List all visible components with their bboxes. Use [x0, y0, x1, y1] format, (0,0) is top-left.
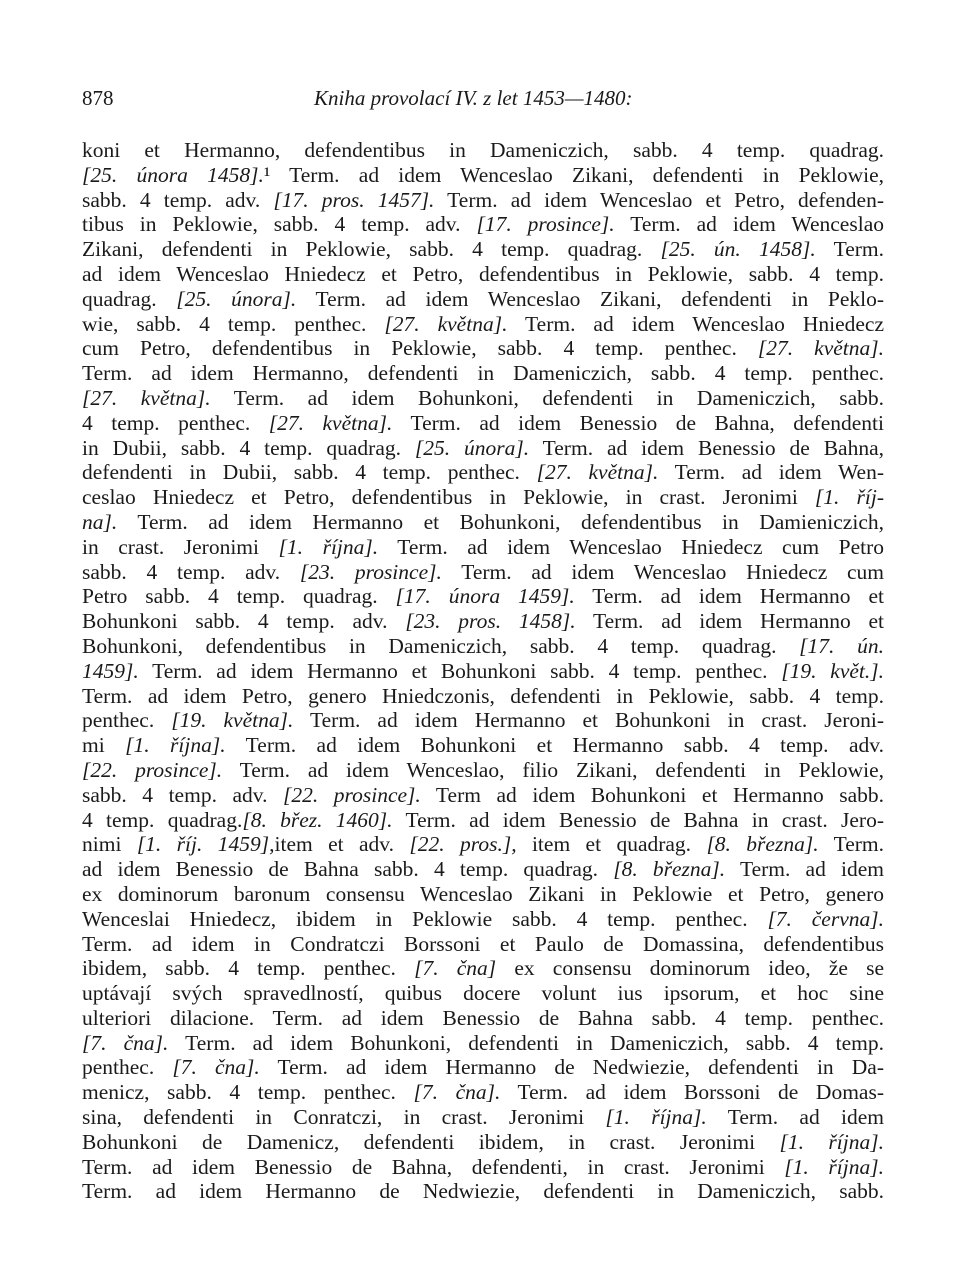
text-segment: Term. ad idem Wenceslao, filio Zikani, defendenti in Peklowie,: [222, 757, 884, 782]
date-annotation: [8. břez. 1460].: [242, 807, 393, 832]
date-annotation: [1. října].: [784, 1154, 884, 1179]
text-line: [82, 138, 884, 163]
text-line: [82, 1055, 884, 1080]
text-line: [82, 634, 884, 659]
text-segment: ibidem, sabb. 4 temp. penthec.: [82, 956, 415, 981]
date-annotation: [19. květ.].: [781, 658, 884, 683]
date-annotation: [19. května].: [171, 708, 294, 733]
text-segment: Term. ad idem Hermanno et Bohunkoni, defendentibus in Damieniczich,: [117, 509, 884, 534]
text-segment: Wenceslai Hniedecz, ibidem in Peklowie sabb. 4 temp. penthec.: [82, 906, 768, 931]
text-segment: Term. ad idem Bohunkoni, defendenti in Dameniczich, sabb.: [210, 385, 884, 410]
date-annotation: [25. února 1458].: [82, 162, 264, 187]
text-segment: Petro sabb. 4 temp. quadrag.: [82, 584, 396, 609]
text-segment: 4 temp. quadrag.: [82, 807, 243, 832]
text-segment: Term. ad idem Hermanno et Bohunkoni sabb. 4 temp. penthec.: [138, 658, 782, 683]
text-segment: Term. ad idem Hermanno et: [575, 609, 885, 634]
text-line: [82, 312, 884, 337]
date-annotation: [27. května].: [536, 460, 659, 485]
text-line: [82, 411, 884, 436]
text-segment: ex consensu dominorum ideo, že se: [496, 956, 885, 981]
text-line: [82, 832, 884, 857]
text-segment: Term.: [815, 237, 884, 262]
date-annotation: [1. října].: [278, 534, 379, 559]
text-segment: quadrag.: [82, 286, 177, 311]
date-annotation: [8. března].: [613, 857, 726, 882]
text-segment: mi: [82, 733, 126, 758]
date-annotation: [27. května].: [268, 410, 393, 435]
text-line: [82, 609, 884, 634]
text-line: [82, 1179, 884, 1204]
date-annotation: [22. prosince].: [283, 782, 421, 807]
text-segment: Term. ad idem Benessio de Bahna,: [529, 435, 884, 460]
text-line: [82, 733, 884, 758]
text-segment: item et adv.: [274, 832, 410, 857]
date-annotation: [7. čna].: [413, 1080, 501, 1105]
date-annotation: [25. ún. 1458].: [660, 237, 816, 262]
text-line: [82, 584, 884, 609]
text-segment: menicz, sabb. 4 temp. penthec.: [82, 1080, 414, 1105]
text-segment: ad idem Wenceslao Hniedecz et Petro, defendentibus in Peklowie, sabb. 4 temp.: [82, 261, 884, 286]
text-line: [82, 1130, 884, 1155]
text-line: [82, 758, 884, 783]
text-segment: Term. ad idem Wenceslao: [614, 212, 884, 237]
text-segment: Term. ad idem Petro, genero Hniedczonis, defendenti in Peklowie, sabb. 4 temp.: [82, 683, 884, 708]
text-line: [82, 386, 884, 411]
date-annotation: na].: [82, 509, 118, 534]
date-annotation: [1. října].: [125, 733, 226, 758]
text-segment: Term. ad idem Hermanno de Nedwiezie, defendenti in Da-: [259, 1055, 885, 1080]
text-line: [82, 808, 884, 833]
text-line: [82, 361, 884, 386]
date-annotation: [23. pros. 1458].: [405, 609, 576, 634]
text-segment: penthec.: [82, 1055, 173, 1080]
text-line: [82, 1006, 884, 1031]
text-segment: Term. ad idem: [706, 1105, 884, 1130]
text-segment: Term. ad idem Hermanno et: [574, 584, 884, 609]
text-segment: defendenti in Dubii, sabb. 4 temp. penthec.: [82, 460, 537, 485]
date-annotation: [17. pros. 1457].: [273, 187, 435, 212]
date-annotation: [27. května].: [757, 336, 884, 361]
running-title: Kniha provolací IV. z let 1453—1480:: [314, 86, 633, 110]
date-annotation: [22. pros.],: [409, 832, 517, 857]
text-segment: item et quadrag.: [516, 832, 707, 857]
body-text: [82, 138, 884, 1204]
text-segment: sabb. 4 temp. adv.: [82, 187, 274, 212]
text-segment: tibus in Peklowie, sabb. 4 temp. adv.: [82, 212, 477, 237]
text-line: [82, 708, 884, 733]
date-annotation: [7. čna].: [172, 1055, 260, 1080]
text-segment: Term. ad idem: [725, 857, 885, 882]
date-annotation: [8. března].: [706, 832, 819, 857]
text-line: [82, 932, 884, 957]
date-annotation: [1. října].: [605, 1105, 707, 1130]
text-segment: Term. ad idem in Condratczi Borssoni et Paulo de Domassina, defendentibus: [82, 931, 884, 956]
text-line: [82, 460, 884, 485]
text-segment: sina, defendenti in Conratczi, in crast. Jeronimi: [82, 1105, 606, 1130]
text-segment: Term. ad idem Wen-: [658, 460, 885, 485]
text-segment: Term. ad idem Wenceslao Hniedecz: [507, 311, 884, 336]
text-line: [82, 907, 884, 932]
text-segment: ad idem Benessio de Bahna sabb. 4 temp. quadrag.: [82, 857, 614, 882]
text-line: [82, 882, 884, 907]
text-line: [82, 956, 884, 981]
text-segment: Term.: [818, 832, 884, 857]
text-line: [82, 783, 884, 808]
text-line: [82, 510, 884, 535]
text-line: [82, 659, 884, 684]
text-segment: Term. ad idem Bohunkoni et Hermanno sabb. 4 temp. adv.: [225, 733, 884, 758]
text-segment: ulteriori dilacione. Term. ad idem Benessio de Bahna sabb. 4 temp. penthec.: [82, 1005, 884, 1030]
date-annotation: [27. května].: [82, 385, 211, 410]
text-line: [82, 1080, 884, 1105]
date-annotation: [17. února 1459].: [395, 584, 575, 609]
text-line: [82, 262, 884, 287]
text-segment: 4 temp. penthec.: [82, 410, 269, 435]
text-segment: koni et Hermanno, defendentibus in Dameniczich, sabb. 4 temp. quadrag.: [82, 138, 884, 162]
date-annotation: [23. prosince].: [299, 559, 442, 584]
text-segment: cum Petro, defendentibus in Peklowie, sabb. 4 temp. penthec.: [82, 336, 758, 361]
text-line: [82, 485, 884, 510]
text-segment: Term. ad idem Wenceslao Hniedecz cum: [441, 559, 884, 584]
text-line: [82, 535, 884, 560]
text-line: [82, 1031, 884, 1056]
text-segment: in Dubii, sabb. 4 temp. quadrag.: [82, 435, 415, 460]
date-annotation: [7. čna].: [82, 1030, 169, 1055]
date-annotation: 1459].: [82, 658, 139, 683]
text-line: [82, 436, 884, 461]
text-line: [82, 857, 884, 882]
text-segment: Term. ad idem Wenceslao et Petro, defenden-: [434, 187, 885, 212]
text-line: [82, 336, 884, 361]
text-line: [82, 981, 884, 1006]
text-line: [82, 684, 884, 709]
date-annotation: [17. prosince].: [476, 212, 615, 237]
text-segment: sabb. 4 temp. adv.: [82, 559, 300, 584]
text-segment: Zikani, defendenti in Peklowie, sabb. 4 temp. quadrag.: [82, 237, 661, 262]
date-annotation: [17. ún.: [799, 633, 884, 658]
date-annotation: [1. říj. 1459],: [136, 832, 275, 857]
text-line: [82, 212, 884, 237]
text-segment: ¹ Term. ad idem Wenceslao Zikani, defendenti in Peklowie,: [263, 162, 884, 187]
date-annotation: [7. čna]: [414, 956, 497, 981]
text-segment: ex dominorum baronum consensu Wenceslao Zikani in Peklowie et Petro, genero: [82, 881, 884, 906]
text-line: [82, 237, 884, 262]
text-segment: wie, sabb. 4 temp. penthec.: [82, 311, 385, 336]
text-line: [82, 188, 884, 213]
text-segment: Term. ad idem Bohunkoni, defendenti in Dameniczich, sabb. 4 temp.: [168, 1030, 884, 1055]
text-segment: ceslao Hniedecz et Petro, defendentibus in Peklowie, in crast. Jeronimi: [82, 485, 815, 510]
text-segment: Bohunkoni sabb. 4 temp. adv.: [82, 609, 406, 634]
date-annotation: [7. června].: [767, 906, 884, 931]
date-annotation: [25. února].: [414, 435, 530, 460]
text-segment: Term. ad idem Wenceslao Zikani, defendenti in Peklo-: [296, 286, 884, 311]
text-segment: uptávají svých spravedlností, quibus docere volunt ius ipsorum, et hoc sine: [82, 981, 884, 1006]
text-segment: Bohunkoni, defendentibus in Dameniczich, sabb. 4 temp. quadrag.: [82, 633, 800, 658]
text-line: [82, 163, 884, 188]
text-line: [82, 287, 884, 312]
text-segment: Term. ad idem Wenceslao Hniedecz cum Petro: [378, 534, 884, 559]
date-annotation: [27. května].: [384, 311, 508, 336]
text-segment: Term. ad idem Benessio de Bahna in crast. Jero-: [392, 807, 884, 832]
text-segment: Term. ad idem Benessio de Bahna, defendenti, in crast. Jeronimi: [82, 1154, 785, 1179]
text-segment: in crast. Jeronimi: [82, 534, 279, 559]
text-segment: Bohunkoni de Damenicz, defendenti ibidem, in crast. Jeronimi: [82, 1129, 780, 1154]
text-line: [82, 1155, 884, 1180]
text-segment: sabb. 4 temp. adv.: [82, 782, 284, 807]
text-segment: Term. ad idem Borssoni de Domas-: [500, 1080, 884, 1105]
page-number: 878: [82, 86, 114, 110]
text-segment: nimi: [82, 832, 137, 857]
text-segment: Term. ad idem Hermanno, defendenti in Dameniczich, sabb. 4 temp. penthec.: [82, 361, 884, 386]
text-line: [82, 1105, 884, 1130]
date-annotation: [1. říj-: [814, 485, 884, 510]
text-segment: Term. ad idem Benessio de Bahna, defendenti: [392, 410, 884, 435]
date-annotation: [1. října].: [779, 1129, 884, 1154]
text-segment: Term. ad idem Hermanno de Nedwiezie, defendenti in Dameniczich, sabb.: [82, 1179, 884, 1204]
date-annotation: [25. února].: [176, 286, 297, 311]
date-annotation: [22. prosince].: [82, 757, 223, 782]
text-segment: penthec.: [82, 708, 172, 733]
running-head: [82, 86, 882, 116]
text-segment: Term. ad idem Hermanno et Bohunkoni in crast. Jeroni-: [293, 708, 884, 733]
text-segment: Term ad idem Bohunkoni et Hermanno sabb.: [420, 782, 885, 807]
text-line: [82, 560, 884, 585]
